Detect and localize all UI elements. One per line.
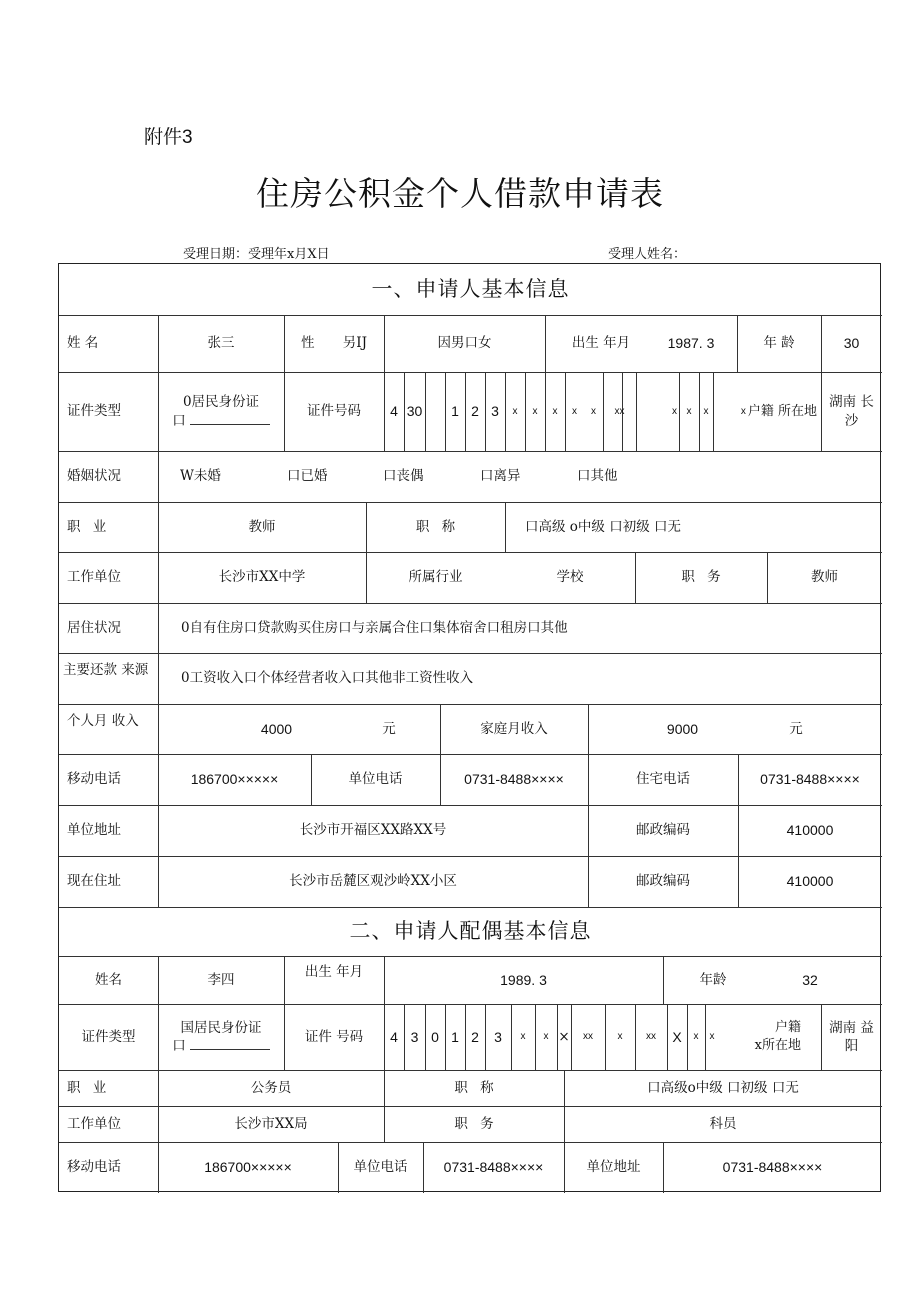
id-digit[interactable]: X [672, 1028, 682, 1045]
section-2-title: 二、申请人配偶基本信息 [349, 919, 592, 944]
marital-label: 婚姻状况 [67, 468, 121, 485]
home-address-value[interactable]: 长沙市岳麓区观沙岭XX小区 [289, 873, 457, 890]
attachment-number: 附件3 [144, 127, 193, 148]
id-digit[interactable]: x [520, 1031, 526, 1043]
spouse-age-label: 年龄 [699, 971, 727, 988]
employer-value[interactable]: 长沙市XX中学 [218, 569, 306, 586]
id-digit[interactable]: x [532, 405, 538, 417]
mobile-value[interactable]: 186700××××× [190, 771, 279, 788]
marital-option[interactable]: 口丧偶 [383, 468, 424, 485]
other-id-blank[interactable] [190, 1039, 270, 1050]
spouse-employer-value[interactable]: 长沙市XX局 [234, 1115, 308, 1132]
spouse-work-address-value[interactable]: 0731-8488×××× [722, 1159, 823, 1176]
id-digit[interactable] [425, 372, 445, 451]
family-income-unit: 元 [789, 720, 803, 737]
marital-option[interactable]: 口离异 [480, 468, 521, 485]
home-phone-label: 住宅电话 [636, 771, 690, 788]
id-digit[interactable]: x [591, 405, 596, 417]
position-value[interactable]: 教师 [811, 569, 838, 586]
income-label: 个人月 收入 [67, 713, 139, 729]
spouse-title-options[interactable]: 口高级o中级 口初级 口无 [647, 1079, 799, 1096]
spouse-job-label: 职 业 [67, 1079, 107, 1096]
acceptor-name: 受理人姓名： [608, 247, 687, 262]
other-id-blank[interactable] [190, 414, 270, 425]
id-digit[interactable]: xx [583, 1031, 593, 1043]
mobile-label: 移动电话 [67, 771, 121, 788]
work-postcode-value[interactable]: 410000 [786, 822, 834, 839]
id-digit[interactable]: x [617, 1031, 623, 1043]
id-digit[interactable]: x [740, 405, 746, 417]
id-digit[interactable]: 1 [451, 1028, 459, 1045]
marital-option[interactable]: 口其他 [577, 468, 618, 485]
id-type-label: 证件类型 [67, 403, 121, 420]
id-digit[interactable]: 2 [471, 403, 479, 420]
id-digit[interactable]: x [693, 1031, 699, 1043]
id-digit[interactable]: 4 [390, 403, 398, 420]
id-digit[interactable]: x [512, 405, 518, 417]
id-number-label: 证件号码 [307, 403, 361, 420]
spouse-position-label: 职 务 [454, 1115, 494, 1132]
id-digit[interactable]: x [709, 1031, 715, 1043]
id-digit[interactable]: x [686, 405, 692, 417]
spouse-employer-label: 工作单位 [67, 1115, 121, 1132]
repay-label: 主要还款 来源 [63, 662, 149, 678]
spouse-age-value[interactable]: 32 [802, 971, 818, 988]
id-digit[interactable]: xx [614, 405, 625, 417]
id-type-value: 0居民身份证 [182, 394, 260, 411]
industry-label: 所属行业 [408, 569, 463, 586]
income-unit: 元 [382, 720, 396, 737]
home-phone-value[interactable]: 0731-8488×××× [760, 771, 860, 788]
home-postcode-label: 邮政编码 [636, 873, 690, 890]
spouse-title-label: 职 称 [454, 1079, 494, 1096]
id-digit[interactable]: 3 [410, 1028, 419, 1045]
spouse-work-phone-value[interactable]: 0731-8488×××× [443, 1159, 544, 1176]
spouse-id-type-label: 证件类型 [81, 1028, 136, 1045]
spouse-birth-label: 出生 年月 [304, 964, 364, 980]
id-digit[interactable]: x [703, 405, 709, 417]
title-options[interactable]: 口高级 o中级 口初级 口无 [525, 518, 682, 535]
housing-options[interactable]: 0自有住房口贷款购买住房口与亲属合住口集体宿舍口租房口其他 [181, 619, 568, 636]
col-divider [588, 704, 589, 754]
id-digit[interactable]: 3 [494, 1028, 502, 1045]
spouse-work-phone-label: 单位电话 [353, 1159, 408, 1176]
family-income-label: 家庭月收入 [480, 720, 548, 737]
spouse-hukou-value[interactable]: 湖南 益阳 [829, 1019, 874, 1054]
id-digit[interactable]: x [543, 1031, 549, 1043]
spouse-work-address-label: 单位地址 [586, 1159, 641, 1176]
home-address-label: 现在住址 [67, 873, 121, 890]
spouse-mobile-value[interactable]: 186700××××× [204, 1159, 292, 1176]
id-digit[interactable]: 0 [431, 1028, 439, 1045]
repay-options[interactable]: 0工资收入口个体经营者收入口其他非工资性收入 [181, 670, 474, 687]
id-digit[interactable]: 1 [451, 403, 459, 420]
form-title: 住房公积金个人借款申请表 [256, 174, 664, 213]
spouse-name-value[interactable]: 李四 [207, 971, 235, 988]
id-digit[interactable]: x [672, 405, 677, 417]
spouse-mobile-label: 移动电话 [67, 1159, 121, 1176]
hukou-label: x 户籍 所在地 [740, 403, 817, 419]
industry-value[interactable]: 学校 [556, 569, 584, 586]
income-value[interactable]: 4000 [260, 720, 293, 737]
spouse-job-value[interactable]: 公务员 [250, 1079, 292, 1096]
spouse-position-value[interactable]: 科员 [709, 1115, 737, 1132]
id-digit[interactable]: 4 [390, 1028, 398, 1045]
id-type-cell[interactable] [158, 372, 284, 451]
work-phone-value[interactable]: 0731-8488×××× [464, 771, 564, 788]
family-income-value[interactable]: 9000 [666, 720, 699, 737]
id-digit[interactable]: 30 [406, 403, 423, 420]
id-digit[interactable]: 2 [471, 1028, 479, 1045]
position-label: 职 务 [681, 569, 721, 586]
spouse-name-label: 姓名 [95, 971, 122, 988]
work-address-label: 单位地址 [67, 822, 121, 839]
id-digit[interactable]: × [558, 1028, 570, 1045]
housing-label: 居住状况 [67, 619, 121, 636]
age-value[interactable]: 30 [843, 335, 860, 352]
gender-label: 性 另IJ [300, 335, 368, 352]
spouse-id-type-cell[interactable] [158, 1004, 284, 1070]
birth-label: 出生 年月 [571, 335, 631, 352]
id-digit[interactable]: 3 [491, 403, 499, 420]
spouse-id-type-value: 国居民身份证 [180, 1019, 262, 1036]
name-label: 姓 名 [67, 335, 99, 352]
id-digit[interactable]: xx [646, 1031, 656, 1043]
marital-option[interactable]: 口已婚 [287, 468, 328, 485]
col-divider [505, 502, 506, 552]
birth-value[interactable]: 1987. 3 [667, 335, 715, 352]
work-postcode-label: 邮政编码 [636, 822, 690, 839]
work-address-value[interactable]: 长沙市开福区XX路XX号 [299, 822, 447, 839]
gender-options[interactable]: 因男口女 [437, 335, 492, 352]
job-label: 职 业 [67, 518, 107, 535]
checkbox-icon[interactable]: 口 [172, 1038, 186, 1054]
spouse-id-number-label: 证件 号码 [304, 1028, 364, 1045]
job-value[interactable]: 教师 [248, 518, 276, 535]
work-phone-label: 单位电话 [348, 771, 403, 788]
name-value[interactable]: 张三 [207, 335, 235, 352]
title-label: 职 称 [415, 518, 456, 535]
spouse-hukou-label: 户籍 x所在地 [754, 1020, 801, 1053]
spouse-birth-value[interactable]: 1989. 3 [500, 971, 547, 988]
checkbox-icon[interactable]: 口 [172, 412, 186, 429]
id-digit[interactable]: x [552, 405, 558, 417]
application-form [58, 263, 881, 1192]
hukou-value[interactable]: 湖南 长沙 [829, 394, 874, 429]
employer-label: 工作单位 [67, 569, 121, 586]
section-1-title: 一、申请人基本信息 [371, 277, 570, 302]
id-digit[interactable]: x [572, 405, 577, 417]
accept-date: 受理日期：受理年x月X日 [183, 247, 330, 262]
marital-option[interactable]: W未婚 [180, 468, 221, 485]
age-label: 年 龄 [763, 335, 795, 352]
home-postcode-value[interactable]: 410000 [786, 873, 834, 890]
